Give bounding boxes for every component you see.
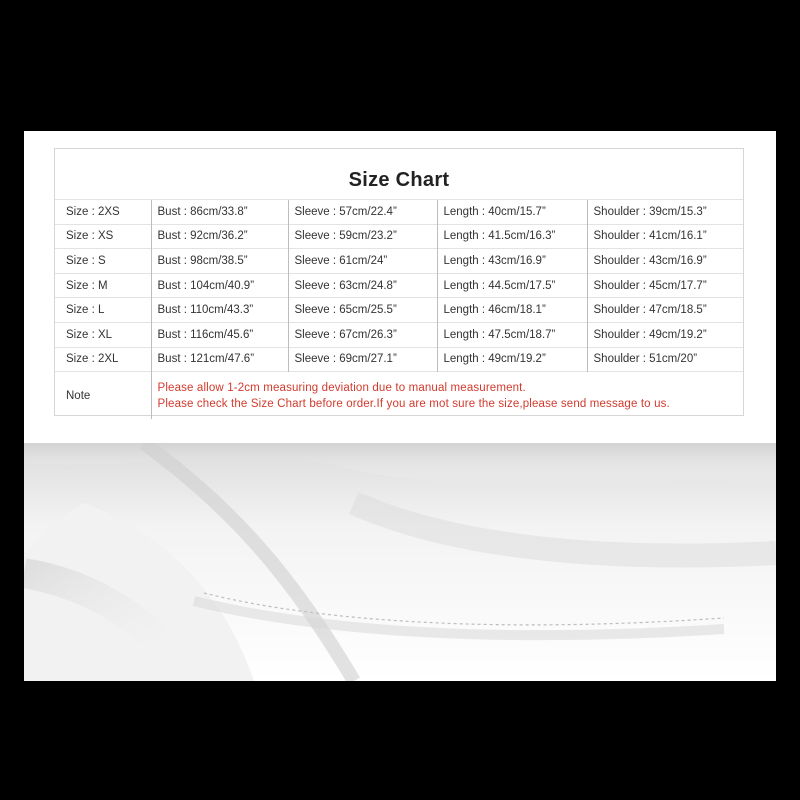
- length-cell: Length : 47.5cm/18.7”: [437, 322, 587, 347]
- shoulder-cell: Shoulder : 47cm/18.5”: [587, 298, 743, 323]
- length-cell: Length : 41.5cm/16.3”: [437, 224, 587, 249]
- size-row: [55, 200, 743, 225]
- size-chart-title: Size Chart: [348, 169, 450, 191]
- size-cell: Size : XL: [55, 322, 151, 347]
- bust-cell: Bust : 98cm/38.5”: [151, 249, 288, 274]
- size-row: [55, 347, 743, 372]
- length-cell: Length : 40cm/15.7”: [437, 200, 587, 225]
- size-row: [55, 273, 743, 298]
- bust-cell: Bust : 121cm/47.6”: [151, 347, 288, 372]
- size-row: [55, 322, 743, 347]
- size-chart: [54, 148, 744, 416]
- shoulder-cell: Shoulder : 45cm/17.7”: [587, 273, 743, 298]
- sleeve-cell: Sleeve : 65cm/25.5”: [288, 298, 437, 323]
- size-cell: Size : M: [55, 273, 151, 298]
- bust-cell: Bust : 104cm/40.9”: [151, 273, 288, 298]
- length-cell: Length : 46cm/18.1”: [437, 298, 587, 323]
- product-image-panel: [24, 131, 776, 681]
- sleeve-cell: Sleeve : 59cm/23.2”: [288, 224, 437, 249]
- note-label: Note: [55, 372, 151, 420]
- sleeve-cell: Sleeve : 67cm/26.3”: [288, 322, 437, 347]
- note-line-2: Please check the Size Chart before order.If you are mot sure the size,please send message to us.: [157, 397, 670, 410]
- length-cell: Length : 44.5cm/17.5”: [437, 273, 587, 298]
- size-cell: Size : 2XS: [55, 200, 151, 225]
- length-cell: Length : 49cm/19.2”: [437, 347, 587, 372]
- size-table: [55, 199, 743, 419]
- bust-cell: Bust : 92cm/36.2”: [151, 224, 288, 249]
- size-cell: Size : 2XL: [55, 347, 151, 372]
- shoulder-cell: Shoulder : 43cm/16.9”: [587, 249, 743, 274]
- bust-cell: Bust : 86cm/33.8”: [151, 200, 288, 225]
- note-text: [151, 372, 743, 420]
- size-row: [55, 224, 743, 249]
- sleeve-cell: Sleeve : 61cm/24”: [288, 249, 437, 274]
- size-cell: Size : L: [55, 298, 151, 323]
- fabric-folds: [24, 443, 776, 681]
- shoulder-cell: Shoulder : 39cm/15.3”: [587, 200, 743, 225]
- bust-cell: Bust : 116cm/45.6”: [151, 322, 288, 347]
- bust-cell: Bust : 110cm/43.3”: [151, 298, 288, 323]
- size-cell: Size : S: [55, 249, 151, 274]
- shoulder-cell: Shoulder : 49cm/19.2”: [587, 322, 743, 347]
- shoulder-cell: Shoulder : 51cm/20”: [587, 347, 743, 372]
- sleeve-cell: Sleeve : 63cm/24.8”: [288, 273, 437, 298]
- shoulder-cell: Shoulder : 41cm/16.1”: [587, 224, 743, 249]
- size-table-body: [55, 200, 743, 372]
- size-cell: Size : XS: [55, 224, 151, 249]
- sleeve-cell: Sleeve : 57cm/22.4”: [288, 200, 437, 225]
- note-line-1: Please allow 1-2cm measuring deviation due to manual measurement.: [157, 381, 526, 394]
- sleeve-cell: Sleeve : 69cm/27.1”: [288, 347, 437, 372]
- length-cell: Length : 43cm/16.9”: [437, 249, 587, 274]
- size-row: [55, 298, 743, 323]
- note-row: [55, 372, 743, 420]
- size-row: [55, 249, 743, 274]
- fabric-photo: [24, 443, 776, 681]
